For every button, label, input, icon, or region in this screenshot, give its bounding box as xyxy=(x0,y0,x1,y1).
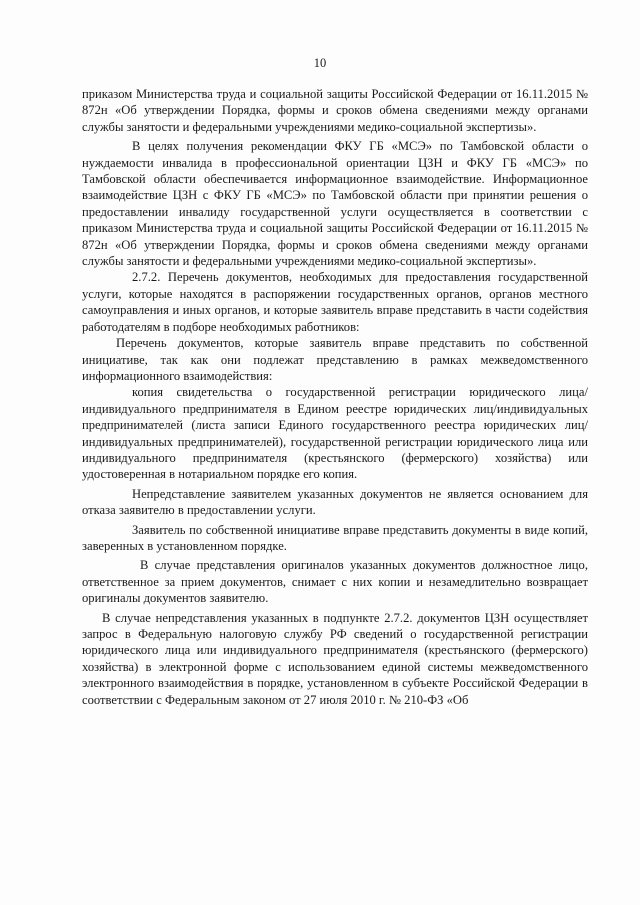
paragraph-4: Перечень документов, которые заявитель вправе представить по собственной инициативе, так как они подлежат представлению в рамках межведомственного информационного взаимодействия: xyxy=(82,336,588,383)
paragraph-3: 2.7.2. Перечень документов, необходимых для предоставления государственной услуги, которые находятся в распоряжении государственных органов, органов местного самоуправления и иных органов, и которые заявитель вправе представить в части содействия работодателям в подборе необходимых работников: xyxy=(82,270,588,334)
paragraph-8: В случае представления оригиналов указанных документов должностное лицо, ответственное за прием документов, снимает с них копии и незамедлительно возвращает оригиналы документов заявителю. xyxy=(82,558,588,606)
paragraph-2: В целях получения рекомендации ФКУ ГБ «МСЭ» по Тамбовской области о нуждаемости инвалида в профессиональной ориентации ЦЗН и ФКУ ГБ «МСЭ» по Тамбовской области обеспечивается информационное взаимодействие. Информационное взаимодействие ЦЗН с ФКУ ГБ «МСЭ» по Тамбовской области при принятии решения о предоставлении инвалиду государственной услуги осуществляется в соответствии с приказом Министерства труда и социальной защиты Российской Федерации от 16.11.2015 № 872н «Об утверждении Порядка, формы и сроков обмена сведениями между органами службы занятости и федеральными учреждениями медико-социальной экспертизы». xyxy=(82,139,588,269)
paragraph-6: Непредставление заявителем указанных документов не является основанием для отказа заявителю в предоставлении услуги. xyxy=(82,486,588,518)
paragraph-9: В случае непредставления указанных в подпункте 2.7.2. документов ЦЗН осуществляет запрос в Федеральную налоговую службу РФ сведений о государственной регистрации юридического лица или индивидуального предпринимателя (крестьянского (фермерского) хозяйства) в электронной форме с использованием единой системы межведомственного электронного взаимодействия в порядке, установленном в субъекте Российской Федерации в соответствии с Федеральным законом от 27 июля 2010 г. № 210-ФЗ «Об xyxy=(82,610,588,707)
document-body xyxy=(82,86,588,708)
paragraph-7: Заявитель по собственной инициативе вправе представить документы в виде копий, заверенных в установленном порядке. xyxy=(82,522,588,553)
page-number: 10 xyxy=(313,56,327,70)
paragraph-1: приказом Министерства труда и социальной защиты Российской Федерации от 16.11.2015 № 872н «Об утверждении Порядка, формы и сроков обмена сведениями между органами службы занятости и федеральными учреждениями медико-социальной экспертизы». xyxy=(82,87,588,134)
paragraph-5: копия свидетельства о государственной регистрации юридического лица/индивидуального предпринимателя в Едином реестре юридических лиц/индивидуальных предпринимателей (листа записи Единого государственного реестра юридических лиц/индивидуальных предпринимателей), государственной регистрации юридического лица или индивидуального предпринимателя (крестьянского (фермерского) хозяйства) или удостоверенная в нотариальном порядке его копия. xyxy=(82,385,588,482)
